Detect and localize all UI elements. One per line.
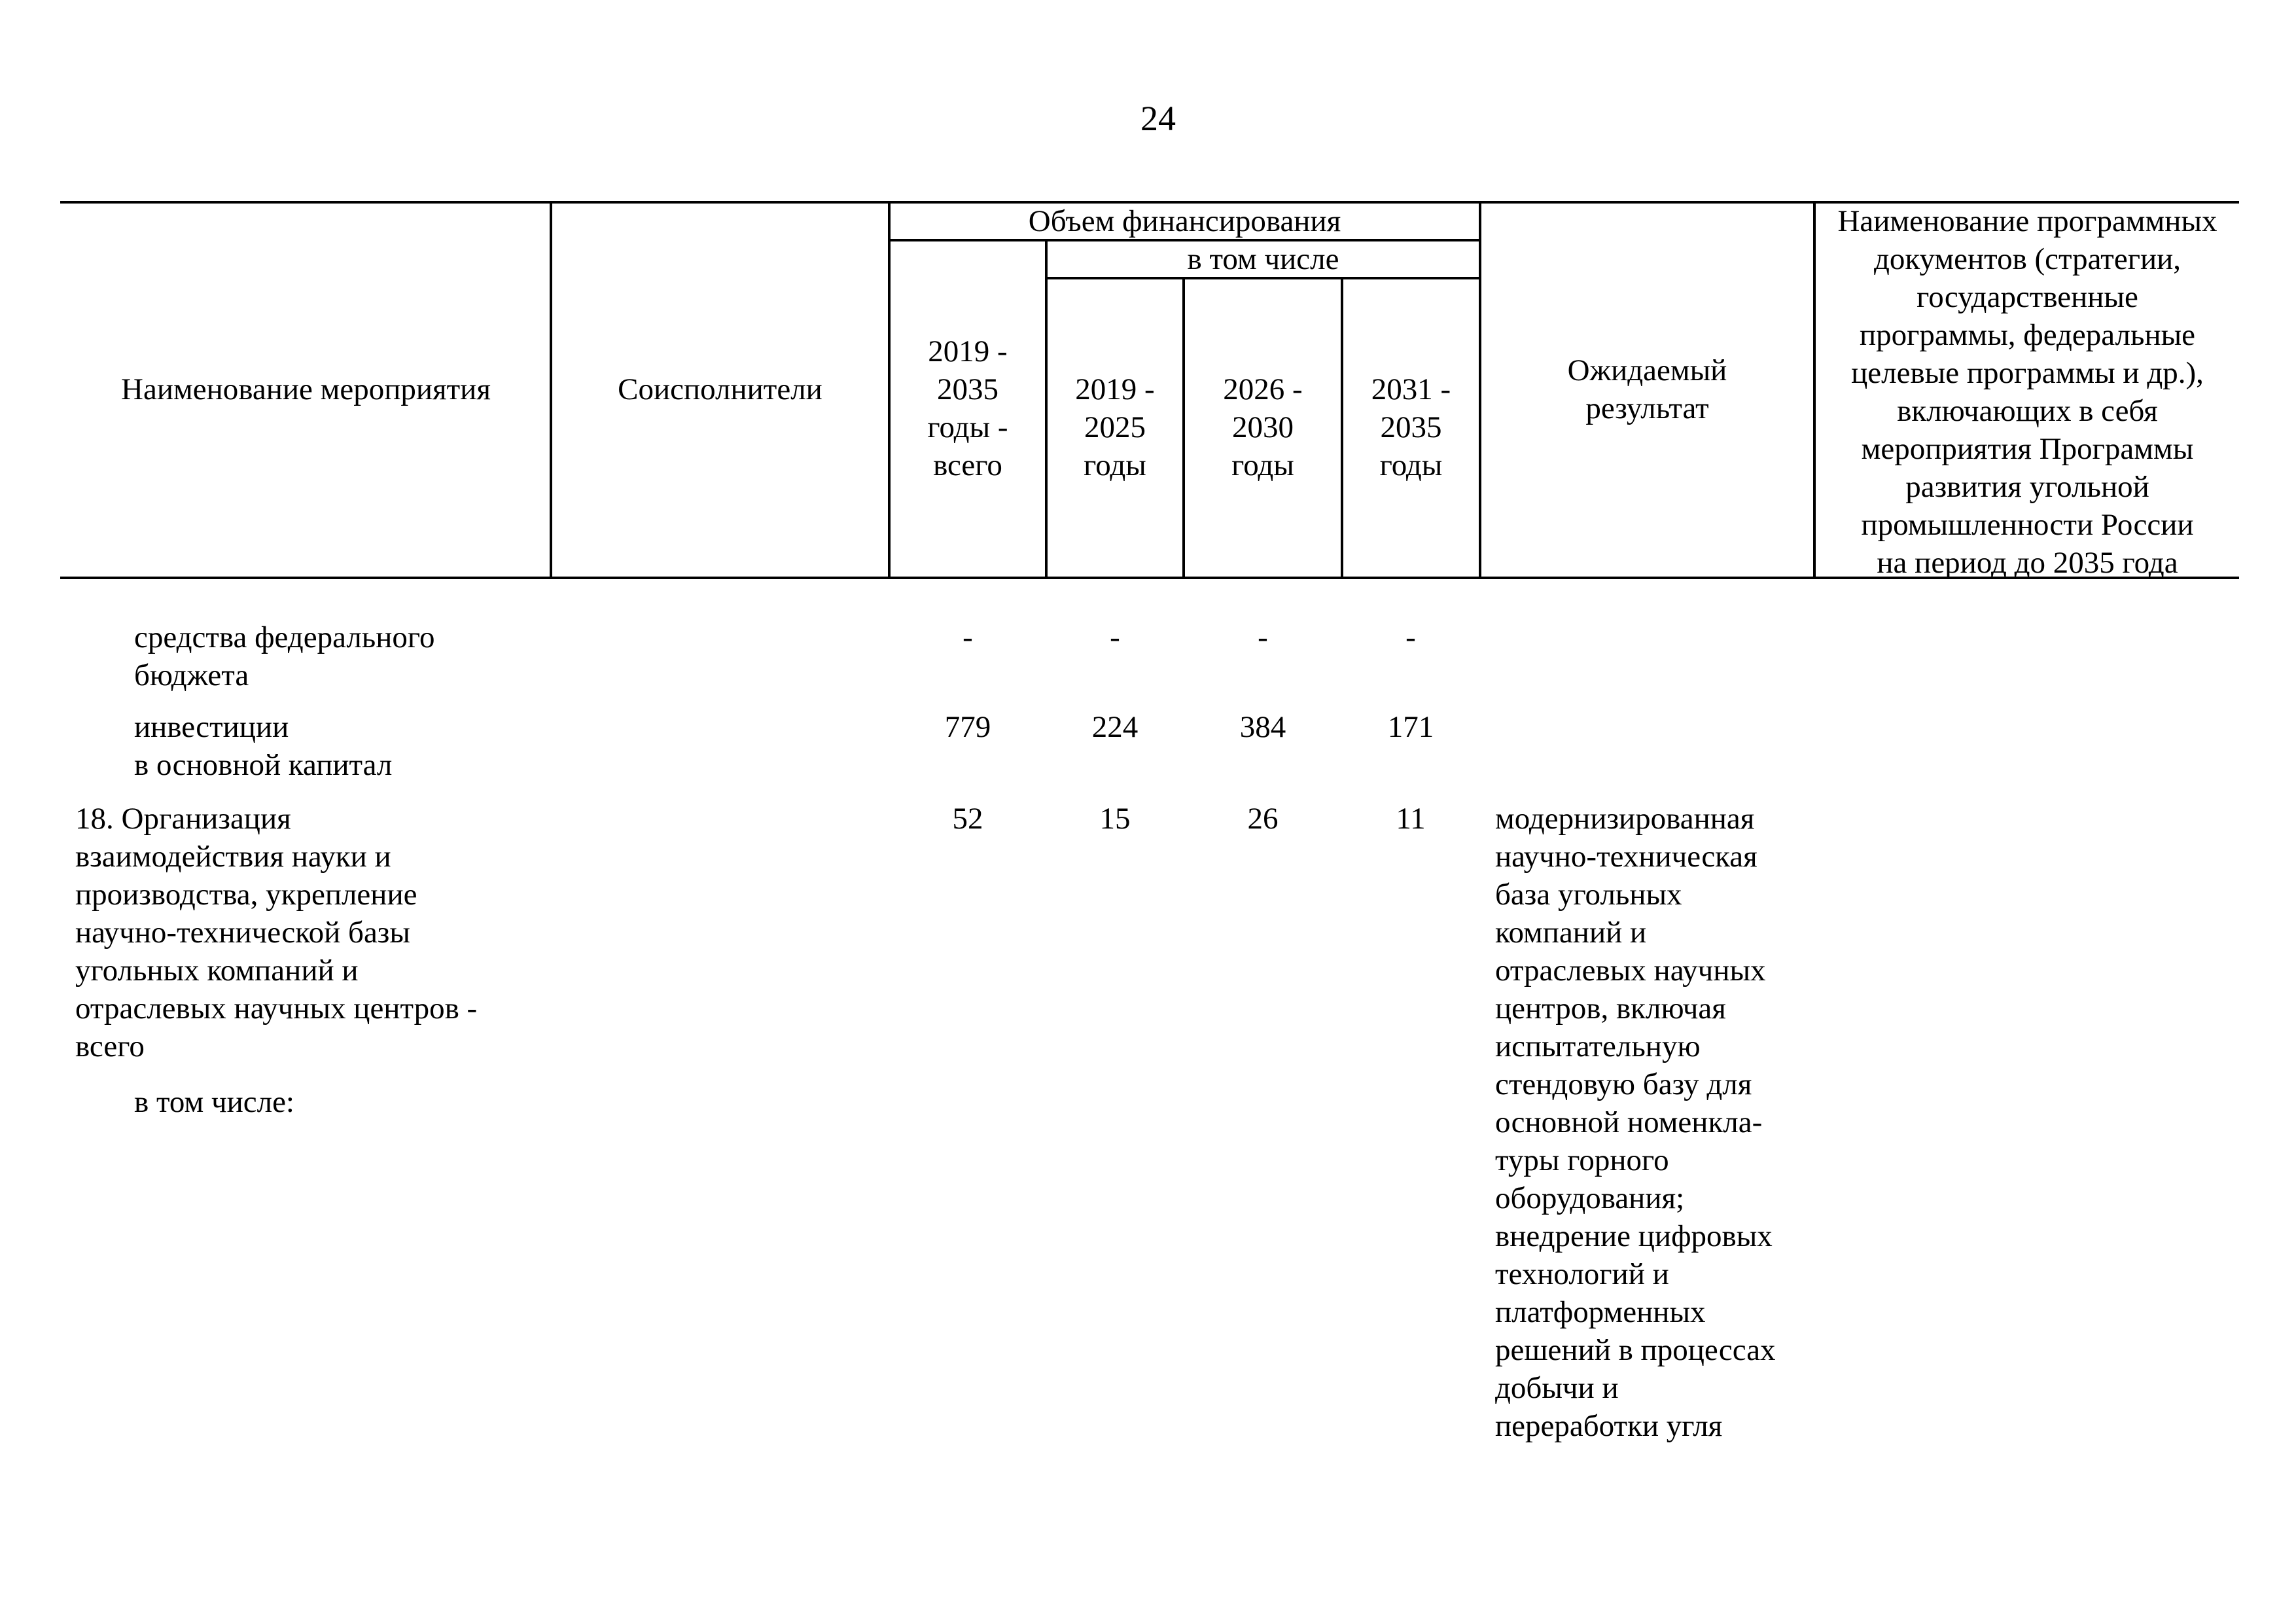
row-text-line: компаний и (1495, 916, 1647, 950)
value-2019-2025: - (1110, 620, 1120, 654)
row-text-line: взаимодействия науки и (75, 840, 391, 874)
header-line: 2030 (1232, 410, 1294, 444)
header-line: годы (1379, 448, 1443, 482)
row-text-line: стендовую базу для (1495, 1067, 1752, 1101)
header-line: 2026 - (1223, 372, 1303, 406)
header-line: Наименование программных (1837, 204, 2217, 238)
row-text-line: основной номенкла- (1495, 1105, 1763, 1139)
page-number: 24 (1140, 99, 1176, 138)
row-activity-name (134, 618, 435, 694)
value-2031-2035: 171 (1387, 710, 1434, 744)
row-text-line: бюджета (134, 658, 249, 692)
row-text-line: испытательную (1495, 1029, 1701, 1063)
row-text-line: переработки угля (1495, 1409, 1723, 1443)
value-total: - (963, 620, 973, 654)
header-total-2019-2035 (891, 332, 1045, 484)
row-activity-name (134, 708, 392, 784)
header-activity-name: Наименование мероприятия (121, 372, 491, 406)
row-text-line: внедрение цифровых (1495, 1219, 1773, 1253)
value-2026-2030: 26 (1247, 802, 1279, 836)
row-text-line: платформенных (1495, 1295, 1706, 1329)
row-text-line: технологий и (1495, 1257, 1669, 1291)
value-2031-2035: 11 (1396, 802, 1426, 836)
row-text-line: решений в процессах (1495, 1333, 1776, 1367)
row-text-line: угольных компаний и (75, 954, 359, 988)
row-activity-name (75, 800, 477, 1065)
row-text-line: добычи и (1495, 1371, 1619, 1405)
header-line: 2019 - (1075, 372, 1155, 406)
header-line: документов (стратегии, (1873, 242, 2181, 276)
header-line: 2035 (937, 372, 998, 406)
header-line: годы (1231, 448, 1294, 482)
header-line: годы (1084, 448, 1146, 482)
header-2031-2035 (1343, 370, 1479, 484)
row-text-line: модернизированная (1495, 802, 1755, 836)
row-text-line: производства, укрепление (75, 878, 417, 912)
row-text-line: в основной капитал (134, 748, 393, 782)
header-line: результат (1585, 391, 1709, 425)
header-line: целевые программы и др.), (1851, 356, 2204, 390)
row-text-line: оборудования; (1495, 1181, 1685, 1215)
header-line: 2025 (1084, 410, 1146, 444)
value-2019-2025: 224 (1091, 710, 1139, 744)
header-2026-2030 (1185, 370, 1341, 484)
header-line: включающих в себя (1897, 394, 2158, 428)
header-expected-result (1481, 351, 1813, 427)
value-2019-2025: 15 (1099, 802, 1131, 836)
row-text-line: в том числе: (134, 1085, 294, 1119)
header-program-documents (1816, 202, 2239, 582)
value-2031-2035: - (1405, 620, 1416, 654)
row-text-line: отраслевых научных центров - (75, 991, 478, 1026)
value-total: 779 (944, 710, 991, 744)
row-expected-result (1495, 800, 1776, 1445)
row-text-line: база угольных (1495, 878, 1682, 912)
value-2026-2030: - (1258, 620, 1268, 654)
row-text-line: отраслевых научных (1495, 954, 1766, 988)
row-text-line: научно-технической базы (75, 916, 410, 950)
header-line: на период до 2035 года (1877, 546, 2178, 580)
header-line: 2035 (1380, 410, 1442, 444)
header-line: Ожидаемый (1567, 353, 1727, 387)
header-line: развития угольной (1905, 470, 2149, 504)
header-line: 2031 - (1371, 372, 1451, 406)
row-text-line: инвестиции (134, 710, 289, 744)
header-line: 2019 - (928, 334, 1008, 368)
header-line: государственные (1916, 280, 2138, 314)
header-line: мероприятия Программы (1861, 432, 2194, 466)
row-text-line: центров, включая (1495, 991, 1726, 1026)
header-2019-2025 (1048, 370, 1182, 484)
header-coexecutors: Соисполнители (618, 372, 822, 406)
row-text-line: средства федерального (134, 620, 435, 654)
row-activity-name (134, 1083, 294, 1121)
header-line: промышленности России (1861, 508, 2194, 542)
header-funding-volume: Объем финансирования (1028, 204, 1341, 238)
value-total: 52 (952, 802, 983, 836)
row-text-line: всего (75, 1029, 145, 1063)
header-including: в том числе (1187, 242, 1339, 276)
row-text-line: научно-техническая (1495, 840, 1757, 874)
value-2026-2030: 384 (1239, 710, 1286, 744)
row-text-line: 18. Организация (75, 802, 291, 836)
header-line: годы - (927, 410, 1008, 444)
row-text-line: туры горного (1495, 1143, 1669, 1177)
header-line: программы, федеральные (1859, 318, 2196, 352)
header-line: всего (933, 448, 1002, 482)
